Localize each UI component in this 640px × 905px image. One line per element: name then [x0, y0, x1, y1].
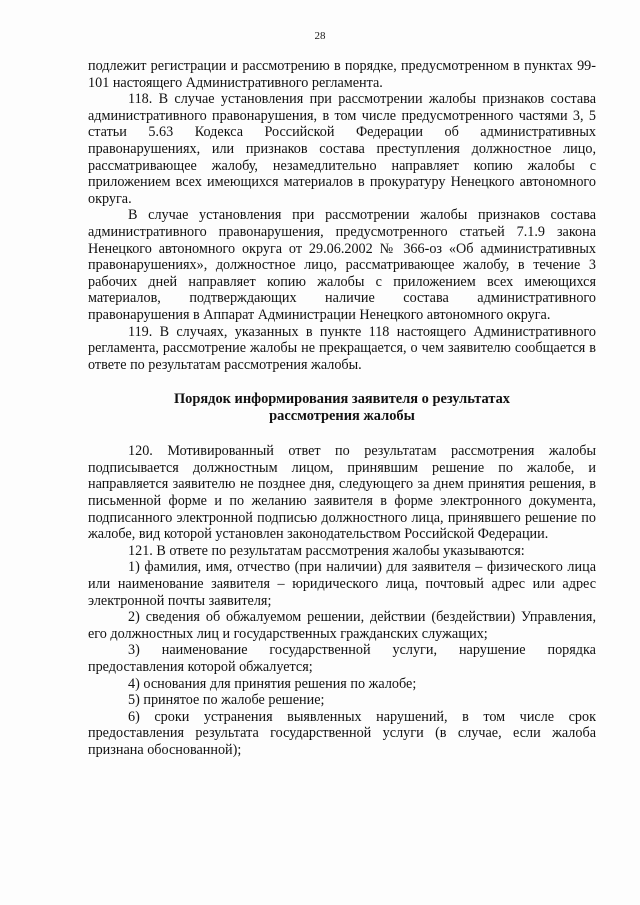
document-body [88, 58, 596, 759]
paragraph-120: 120. Мотивированный ответ по результатам рассмотрения жалобы подписывается должностным лицом, принявшим решение по жалобе, и направляется заявителю не позднее дня, следующего за днем принятия решения, в письменной форме и по желанию заявителя в форме электронного документа, подписанного электронной подписью должностного лица, принявшего решение по жалобе, вид которой установлен законодательством Российской Федерации. [88, 443, 596, 543]
paragraph-continuation: подлежит регистрации и рассмотрению в порядке, предусмотренном в пунктах 99-101 настоящего Административного регламента. [88, 58, 596, 91]
list-item-1: 1) фамилия, имя, отчество (при наличии) для заявителя – физического лица или наименование заявителя – юридического лица, почтовый адрес или адрес электронной почты заявителя; [88, 559, 596, 609]
paragraph-118-part-2: В случае установления при рассмотрении жалобы признаков состава административного правонарушения, предусмотренного статьей 7.1.9 закона Ненецкого автономного округа от 29.06.2002 № 366-оз «Об административных правонарушениях», должностное лицо, рассматривающее жалобу, в течение 3 рабочих дней направляет копию жалобы с приложением всех имеющихся материалов, подтверждающих наличие состава административного правонарушения в Аппарат Администрации Ненецкого автономного округа. [88, 207, 596, 323]
list-item-4: 4) основания для принятия решения по жалобе; [128, 675, 417, 692]
paragraph-118: 118. В случае установления при рассмотрении жалобы признаков состава административного правонарушения, в том числе предусмотренного частями 3, 5 статьи 5.63 Кодекса Российской Федерации об административных правонарушениях, или признаков состава преступления должностное лицо, рассматривающее жалобу, незамедлительно направляет копию жалобы с приложением всех имеющихся материалов в прокуратуру Ненецкого автономного округа. [88, 91, 596, 207]
list-item-6: 6) сроки устранения выявленных нарушений, в том числе срок предоставления результата государственной услуги (в случае, если жалоба признана обоснованной); [88, 708, 596, 758]
list-item-5: 5) принятое по жалобе решение; [128, 692, 325, 709]
paragraph-121: 121. В ответе по результатам рассмотрения жалобы указываются: [128, 542, 525, 559]
section-heading-line-1: Порядок информирования заявителя о результатах [173, 391, 510, 408]
list-item-2: 2) сведения об обжалуемом решении, действии (бездействии) Управления, его должностных лиц и государственных гражданских служащих; [88, 609, 596, 642]
list-item-3: 3) наименование государственной услуги, нарушение порядка предоставления которой обжалуется; [88, 642, 596, 675]
page-number: 28 [314, 30, 326, 42]
section-heading-line-2: рассмотрения жалобы [269, 408, 415, 425]
paragraph-119: 119. В случаях, указанных в пункте 118 настоящего Административного регламента, рассмотрение жалобы не прекращается, о чем заявителю сообщается в ответе по результатам рассмотрения жалобы. [88, 323, 596, 373]
section-heading [88, 391, 596, 425]
